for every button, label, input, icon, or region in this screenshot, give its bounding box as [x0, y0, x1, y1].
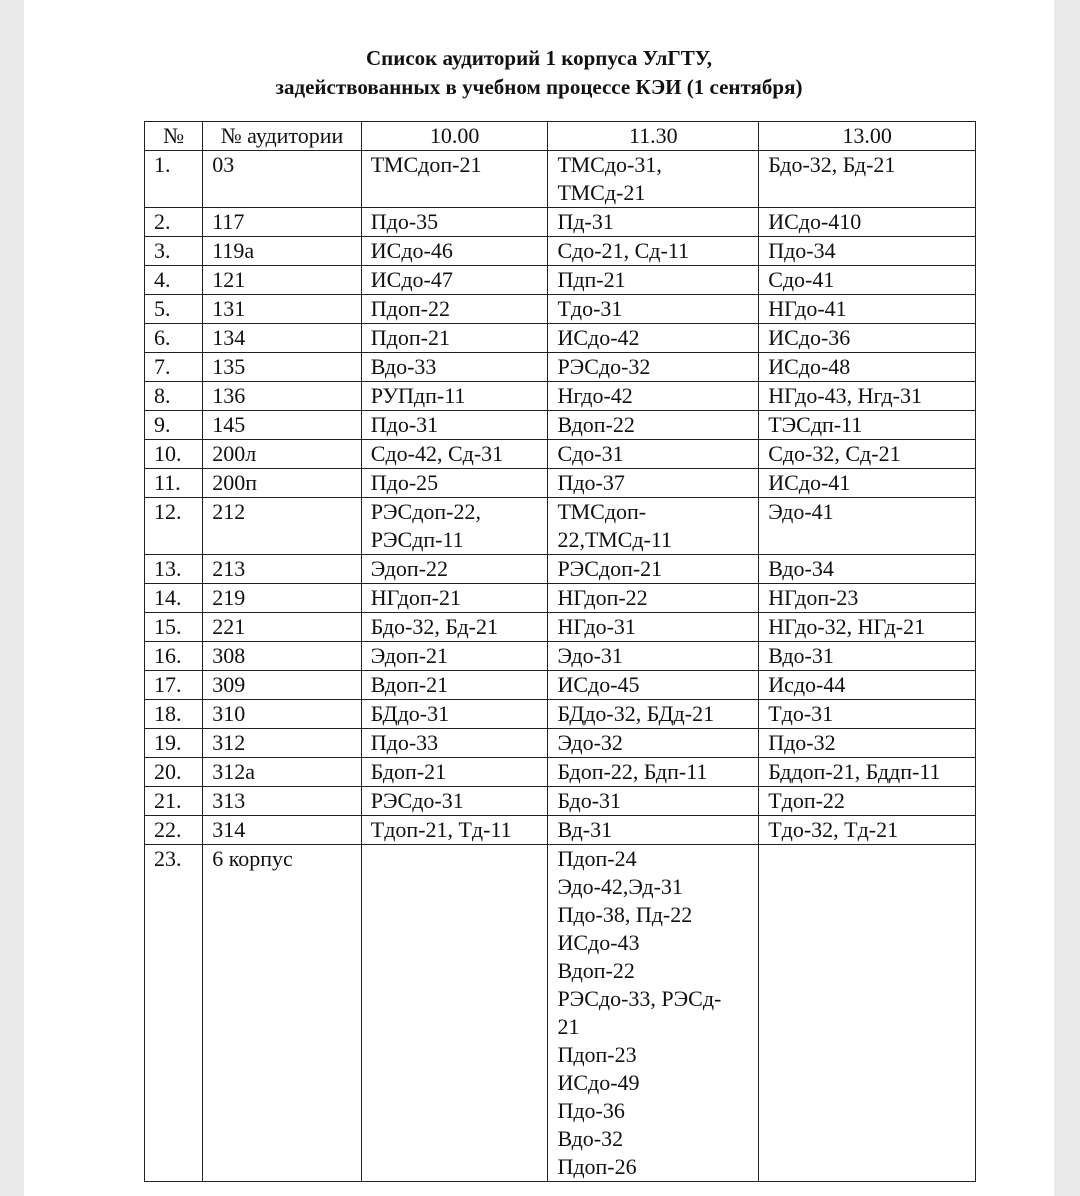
time-1300-cell: НГдо-41 [759, 295, 976, 324]
group-entry: РЭСдо-31 [370, 788, 464, 813]
row-number-cell: 16. [145, 642, 203, 671]
row-number-cell: 11. [145, 469, 203, 498]
time-1300-cell: ИСдо-41 [759, 469, 976, 498]
row-number-cell: 12. [145, 498, 203, 555]
row-number-cell: 3. [145, 237, 203, 266]
group-entry: Бдо-31 [557, 788, 622, 813]
group-entry: Бдоп-21 [370, 759, 447, 784]
table-row [145, 440, 976, 469]
room-cell: 121 [203, 266, 362, 295]
table-row [145, 816, 976, 845]
group-entry: Пдо-35 [370, 209, 439, 234]
time-1300-cell [759, 845, 976, 1182]
time-1300-cell: ИСдо-36 [759, 324, 976, 353]
time-1300-cell: Тдо-32, Тд-21 [759, 816, 976, 845]
row-number-cell: 1. [145, 151, 203, 208]
table-row [145, 729, 976, 758]
group-entry: Пдп-21 [557, 267, 626, 292]
row-number-cell: 10. [145, 440, 203, 469]
time-1000-cell [361, 440, 548, 469]
group-entry: Вдо-33 [370, 354, 437, 379]
group-entry: Эдо-31 [557, 643, 623, 668]
group-entry: ИСдо-42 [557, 325, 640, 350]
table-row [145, 671, 976, 700]
time-1130-cell [548, 295, 759, 324]
time-1130-cell [548, 498, 759, 555]
table-row [145, 382, 976, 411]
time-1300-cell: ИСдо-410 [759, 208, 976, 237]
group-entry: Эдо-42,Эд-31 [557, 874, 683, 899]
header-room: № аудитории [203, 122, 362, 151]
room-cell: 312а [203, 758, 362, 787]
time-1000-cell [361, 237, 548, 266]
group-entry: Пдо-38, Пд-22 [557, 902, 693, 927]
row-number-cell: 7. [145, 353, 203, 382]
table-row [145, 700, 976, 729]
group-entry: Пдоп-26 [557, 1154, 637, 1179]
time-1300-cell: Эдо-41 [759, 498, 976, 555]
time-1000-cell [361, 642, 548, 671]
time-1000-cell [361, 671, 548, 700]
time-1300-cell: ИСдо-48 [759, 353, 976, 382]
time-1300-cell: Исдо-44 [759, 671, 976, 700]
header-time-1000: 10.00 [361, 122, 548, 151]
room-cell: 219 [203, 584, 362, 613]
group-entry: Вдоп-21 [370, 672, 449, 697]
room-cell: 200п [203, 469, 362, 498]
group-entry: БДдо-31 [370, 701, 450, 726]
group-entry: ИСдо-49 [557, 1070, 640, 1095]
group-entry: РЭСдо-32 [557, 354, 651, 379]
time-1130-cell [548, 382, 759, 411]
room-cell: 310 [203, 700, 362, 729]
time-1000-cell [361, 613, 548, 642]
room-cell: 117 [203, 208, 362, 237]
group-entry: Тдоп-21, Тд-11 [370, 817, 512, 842]
room-cell: 131 [203, 295, 362, 324]
time-1300-cell: Тдоп-22 [759, 787, 976, 816]
time-1000-cell [361, 469, 548, 498]
table-row [145, 237, 976, 266]
time-1000-cell [361, 700, 548, 729]
time-1130-cell [548, 469, 759, 498]
time-1000-cell [361, 816, 548, 845]
row-number-cell: 22. [145, 816, 203, 845]
room-cell: 312 [203, 729, 362, 758]
group-entry: Вдо-32 [557, 1126, 624, 1151]
header-number: № [145, 122, 203, 151]
group-entry: Сдо-31 [557, 441, 624, 466]
group-entry: Вдоп-22 [557, 958, 635, 983]
title-line-2: задействованных в учебном процессе КЭИ (1 сентября) [275, 75, 803, 99]
time-1130-cell [548, 151, 759, 208]
table-row [145, 266, 976, 295]
table-row [145, 208, 976, 237]
group-entry: 22,ТМСд-11 [557, 527, 673, 552]
group-entry: НГдоп-21 [370, 585, 462, 610]
group-entry: БДдо-32, БДд-21 [557, 701, 715, 726]
time-1300-cell: НГдо-43, Нгд-31 [759, 382, 976, 411]
table-row [145, 151, 976, 208]
row-number-cell: 18. [145, 700, 203, 729]
time-1130-cell [548, 584, 759, 613]
table-row [145, 295, 976, 324]
group-entry: Эдоп-22 [370, 556, 449, 581]
time-1130-cell [548, 729, 759, 758]
time-1300-cell: Бдо-32, Бд-21 [759, 151, 976, 208]
room-cell: 213 [203, 555, 362, 584]
time-1130-cell [548, 555, 759, 584]
time-1300-cell: Сдо-32, Сд-21 [759, 440, 976, 469]
group-entry: Пдо-37 [557, 470, 625, 495]
group-entry: Пдоп-23 [557, 1042, 637, 1067]
row-number-cell: 4. [145, 266, 203, 295]
table-row [145, 584, 976, 613]
time-1130-cell [548, 816, 759, 845]
room-cell: 308 [203, 642, 362, 671]
time-1000-cell [361, 758, 548, 787]
table-row [145, 498, 976, 555]
group-entry: Тдо-31 [557, 296, 623, 321]
group-entry: РЭСдп-11 [370, 527, 464, 552]
time-1000-cell [361, 845, 548, 1182]
room-cell: 200л [203, 440, 362, 469]
table-row [145, 411, 976, 440]
document-page [24, 0, 1054, 1196]
time-1130-cell [548, 758, 759, 787]
table-row [145, 642, 976, 671]
room-cell: 314 [203, 816, 362, 845]
table-row [145, 555, 976, 584]
time-1130-cell [548, 642, 759, 671]
time-1300-cell: Бддоп-21, Бддп-11 [759, 758, 976, 787]
time-1000-cell [361, 151, 548, 208]
header-time-1300: 13.00 [759, 122, 976, 151]
time-1130-cell [548, 237, 759, 266]
time-1000-cell [361, 208, 548, 237]
group-entry: Вд-31 [557, 817, 613, 842]
group-entry: Вдоп-22 [557, 412, 635, 437]
room-cell: 309 [203, 671, 362, 700]
time-1300-cell: Сдо-41 [759, 266, 976, 295]
time-1130-cell [548, 208, 759, 237]
time-1130-cell [548, 700, 759, 729]
group-entry: Пдо-36 [557, 1098, 625, 1123]
table-row [145, 787, 976, 816]
time-1130-cell [548, 266, 759, 295]
table-header-row [145, 122, 976, 151]
time-1130-cell [548, 671, 759, 700]
group-entry: РЭСдоп-22, [370, 499, 481, 524]
row-number-cell: 19. [145, 729, 203, 758]
row-number-cell: 17. [145, 671, 203, 700]
group-entry: 21 [557, 1014, 580, 1039]
table-body [145, 151, 976, 1182]
group-entry: ТМСдо-31, [557, 152, 662, 177]
time-1300-cell: Пдо-32 [759, 729, 976, 758]
time-1130-cell [548, 845, 759, 1182]
group-entry: Бдо-32, Бд-21 [370, 614, 498, 639]
group-entry: РУПдп-11 [370, 383, 466, 408]
group-entry: Пд-31 [557, 209, 614, 234]
time-1000-cell [361, 324, 548, 353]
time-1300-cell: ТЭСдп-11 [759, 411, 976, 440]
time-1300-cell: Вдо-34 [759, 555, 976, 584]
group-entry: Пдо-25 [370, 470, 439, 495]
group-entry: НГдоп-22 [557, 585, 648, 610]
room-cell: 221 [203, 613, 362, 642]
group-entry: НГдо-31 [557, 614, 636, 639]
group-entry: ИСдо-45 [557, 672, 640, 697]
row-number-cell: 13. [145, 555, 203, 584]
time-1000-cell [361, 411, 548, 440]
time-1300-cell: Вдо-31 [759, 642, 976, 671]
room-cell: 6 корпус [203, 845, 362, 1182]
room-cell: 119а [203, 237, 362, 266]
group-entry: Эдо-32 [557, 730, 623, 755]
time-1000-cell [361, 266, 548, 295]
time-1000-cell [361, 555, 548, 584]
time-1000-cell [361, 295, 548, 324]
row-number-cell: 21. [145, 787, 203, 816]
group-entry: Бдоп-22, Бдп-11 [557, 759, 708, 784]
group-entry: Эдоп-21 [370, 643, 449, 668]
row-number-cell: 14. [145, 584, 203, 613]
time-1000-cell [361, 498, 548, 555]
time-1130-cell [548, 440, 759, 469]
room-cell: 03 [203, 151, 362, 208]
row-number-cell: 9. [145, 411, 203, 440]
group-entry: Сдо-42, Сд-31 [370, 441, 504, 466]
group-entry: ИСдо-46 [370, 238, 453, 263]
group-entry: ТМСдоп- [557, 499, 647, 524]
row-number-cell: 15. [145, 613, 203, 642]
header-time-1130: 11.30 [548, 122, 759, 151]
time-1000-cell [361, 729, 548, 758]
table-row [145, 613, 976, 642]
group-entry: ИСдо-43 [557, 930, 640, 955]
room-cell: 136 [203, 382, 362, 411]
document-title [24, 44, 1054, 102]
group-entry: Пдо-31 [370, 412, 439, 437]
group-entry: Пдоп-21 [370, 325, 450, 350]
row-number-cell: 8. [145, 382, 203, 411]
time-1000-cell [361, 584, 548, 613]
table-row [145, 353, 976, 382]
time-1130-cell [548, 787, 759, 816]
time-1000-cell [361, 787, 548, 816]
rooms-table [144, 121, 976, 1182]
row-number-cell: 20. [145, 758, 203, 787]
table-row [145, 469, 976, 498]
time-1000-cell [361, 382, 548, 411]
time-1000-cell [361, 353, 548, 382]
group-entry: Пдоп-22 [370, 296, 450, 321]
row-number-cell: 6. [145, 324, 203, 353]
time-1130-cell [548, 324, 759, 353]
group-entry: ИСдо-47 [370, 267, 453, 292]
time-1300-cell: Пдо-34 [759, 237, 976, 266]
row-number-cell: 2. [145, 208, 203, 237]
table-row [145, 758, 976, 787]
group-entry: Пдоп-24 [557, 846, 637, 871]
group-entry: РЭСдоп-21 [557, 556, 663, 581]
table-row [145, 845, 976, 1182]
group-entry: Пдо-33 [370, 730, 439, 755]
row-number-cell: 23. [145, 845, 203, 1182]
group-entry: ТМСд-21 [557, 180, 646, 205]
room-cell: 134 [203, 324, 362, 353]
group-entry: Сдо-21, Сд-11 [557, 238, 690, 263]
time-1300-cell: Тдо-31 [759, 700, 976, 729]
row-number-cell: 5. [145, 295, 203, 324]
title-line-1: Список аудиторий 1 корпуса УлГТУ, [366, 46, 712, 70]
time-1130-cell [548, 613, 759, 642]
room-cell: 313 [203, 787, 362, 816]
group-entry: ТМСдоп-21 [370, 152, 482, 177]
room-cell: 212 [203, 498, 362, 555]
time-1130-cell [548, 353, 759, 382]
room-cell: 135 [203, 353, 362, 382]
time-1300-cell: НГдо-32, НГд-21 [759, 613, 976, 642]
group-entry: РЭСдо-33, РЭСд- [557, 986, 722, 1011]
time-1130-cell [548, 411, 759, 440]
room-cell: 145 [203, 411, 362, 440]
group-entry: Нгдо-42 [557, 383, 633, 408]
table-row [145, 324, 976, 353]
time-1300-cell: НГдоп-23 [759, 584, 976, 613]
